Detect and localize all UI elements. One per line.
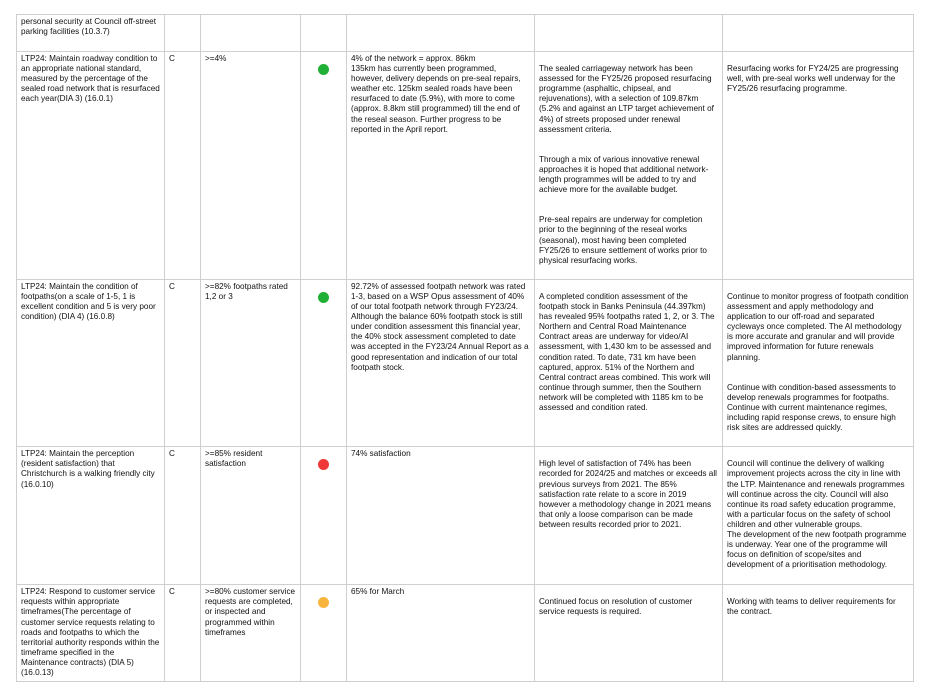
actions-paragraph: Council will continue the delivery of walking improvement projects across the city in line with the LTP. Maintenance and renewals programmes will continue across the city. Council will also continue its road safety education programme, with a particular focus on the safety of school children and other vulnerable groups. The development of the new footpath programme is underway. Year one of the programme will focus on definition of scope/sites and development of a prioritisation methodology. — [727, 459, 907, 570]
commentary-paragraph: Continued focus on resolution of customer service requests is required. — [539, 597, 693, 617]
status-cell — [301, 279, 347, 446]
type-cell — [165, 15, 201, 52]
target-cell: >=82% footpaths rated 1,2 or 3 — [201, 279, 301, 446]
target-cell — [201, 15, 301, 52]
actions-paragraph: Working with teams to deliver requirements for the contract. — [727, 597, 896, 617]
status-cell — [301, 15, 347, 52]
status-indicator-icon — [318, 459, 329, 470]
target-cell: >=80% customer service requests are completed, or inspected and programmed within timeframes — [201, 585, 301, 682]
status-cell — [301, 52, 347, 280]
table-row — [17, 585, 914, 682]
commentary-paragraph: Through a mix of various innovative renewal approaches it is hoped that additional network-length programmes will be added to try and achieve more for the available budget. — [539, 154, 709, 195]
target-cell: >=4% — [201, 52, 301, 280]
result-cell — [347, 15, 535, 52]
actions-cell — [723, 52, 914, 280]
type-cell: C — [165, 52, 201, 280]
status-indicator-icon — [318, 292, 329, 303]
actions-cell — [723, 585, 914, 682]
result-cell: 4% of the network = approx. 86km 135km has currently been programmed, however, delivery depends on pre-seal repairs, weather etc. 125km sealed roads have been resurfaced to date (5.9%), with more to come (approx. 8.8km still programmed) till the end of the reseal season. Further progress to be reported in the April report. — [347, 52, 535, 280]
result-cell: 74% satisfaction — [347, 447, 535, 585]
commentary-cell — [535, 447, 723, 585]
result-cell: 92.72% of assessed footpath network was rated 1-3, based on a WSP Opus assessment of 40% of our total footpath network through FY23/24. Although the balance 60% footpath stock is still under condition assessment this financial year, the 40% stock assessment completed to date was accepted in the FY23/24 Annual Report as a good representation and indication of our total footpath stock. — [347, 279, 535, 446]
type-cell: C — [165, 447, 201, 585]
commentary-paragraph: Pre-seal repairs are underway for completion prior to the beginning of the reseal works (seasonal), most having been completed FY25/26 to ensure settlement of works prior to physical resurfacing works. — [539, 215, 707, 265]
actions-paragraph: Resurfacing works for FY24/25 are progressing well, with pre-seal works well underway for the FY25/26 resurfacing programme. — [727, 64, 899, 94]
commentary-cell — [535, 52, 723, 280]
actions-paragraph: Continue with condition-based assessments to develop renewals programmes for footpaths. Continue with current maintenance regimes, including rapid response crews, to ensure high risk sites are addressed quickly. — [727, 382, 896, 433]
table-row — [17, 15, 914, 52]
target-cell: >=85% resident satisfaction — [201, 447, 301, 585]
measure-cell: personal security at Council off-street parking facilities (10.3.7) — [17, 15, 165, 52]
table-row — [17, 447, 914, 585]
commentary-cell — [535, 279, 723, 446]
status-cell — [301, 585, 347, 682]
table-row — [17, 279, 914, 446]
actions-cell — [723, 15, 914, 52]
commentary-paragraph: The sealed carriageway network has been assessed for the FY25/26 proposed resurfacing programme (asphaltic, chipseal, and rejuvenations), with a selection of 109.87km (5.2% and against an LTP target achievement of 4%) of streets proposed under renewal assessment criteria. — [539, 64, 714, 134]
measure-cell: LTP24: Respond to customer service requests within appropriate timeframes(The percentage of customer service requests relating to roads and footpaths to which the territorial authority responds within the timeframe specified in the Maintenance contracts) (DIA 5) (16.0.13) — [17, 585, 165, 682]
commentary-cell — [535, 585, 723, 682]
performance-table — [16, 14, 914, 682]
actions-cell — [723, 447, 914, 585]
type-cell: C — [165, 585, 201, 682]
commentary-paragraph: A completed condition assessment of the footpath stock in Banks Peninsula (44.397km) has revealed 95% footpaths rated 1, 2, or 3. The Northern and Central Road Maintenance Contract areas are underway for video/AI assessment, with 1,430 km to be assessed and condition rated. To date, 731 km have been captured, approx. 51% of the Northern and Central contract areas combined. This work will continue through summer, then the Southern network will be completed with 1185 km to be assessed and condition rated. — [539, 291, 715, 412]
measure-cell: LTP24: Maintain the perception (resident satisfaction) that Christchurch is a walking friendly city (16.0.10) — [17, 447, 165, 585]
result-cell: 65% for March — [347, 585, 535, 682]
measure-cell: LTP24: Maintain roadway condition to an appropriate national standard, measured by the percentage of the sealed road network that is resurfaced each year(DIA 3) (16.0.1) — [17, 52, 165, 280]
status-cell — [301, 447, 347, 585]
type-cell: C — [165, 279, 201, 446]
status-indicator-icon — [318, 597, 329, 608]
actions-cell — [723, 279, 914, 446]
status-indicator-icon — [318, 64, 329, 75]
measure-cell: LTP24: Maintain the condition of footpaths(on a scale of 1-5, 1 is excellent condition and 5 is very poor condition) (DIA 4) (16.0.8) — [17, 279, 165, 446]
actions-paragraph: Continue to monitor progress of footpath condition assessment and apply methodology and application to our off-road and separated cycleways once completed. The AI methodology is more accurate and granular and will provide improved information for future renewals planning. — [727, 291, 909, 362]
commentary-paragraph: High level of satisfaction of 74% has been recorded for 2024/25 and matches or exceeds all previous surveys from 2021. The 85% satisfaction rate relate to a score in 2019 however a methodology change in 2021 means that only a loose comparison can be made between results recorded prior to 2021. — [539, 459, 717, 529]
commentary-cell — [535, 15, 723, 52]
table-row — [17, 52, 914, 280]
